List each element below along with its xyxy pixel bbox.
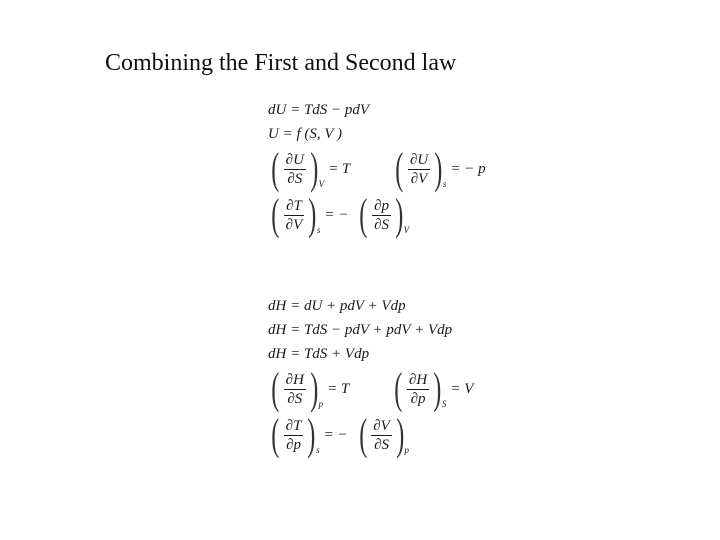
right-paren: ) xyxy=(434,144,443,193)
subscript: p xyxy=(404,445,409,455)
left-paren: ( xyxy=(358,410,367,459)
subscript: p xyxy=(318,399,324,409)
du-dv-at-constant-s xyxy=(392,144,489,193)
fraction xyxy=(284,197,305,234)
right-paren: ) xyxy=(433,364,442,413)
subscript: s xyxy=(316,445,320,455)
numerator: ∂T xyxy=(285,417,302,434)
dt-dv-at-constant-s xyxy=(268,190,352,239)
denominator: ∂S xyxy=(287,170,303,187)
subscript: S xyxy=(441,399,447,409)
fraction xyxy=(284,417,304,454)
right-paren: ) xyxy=(307,410,316,459)
denominator: ∂V xyxy=(285,216,303,233)
denominator: ∂S xyxy=(374,216,389,233)
left-paren: ( xyxy=(395,144,404,193)
subscript: s xyxy=(442,179,447,189)
dp-ds-at-constant-v xyxy=(356,190,410,239)
fraction xyxy=(372,197,391,234)
relation: = T xyxy=(328,160,351,177)
relation: = − xyxy=(324,206,349,223)
denominator: ∂p xyxy=(286,436,301,453)
left-paren: ( xyxy=(271,144,280,193)
left-paren: ( xyxy=(271,190,280,239)
denominator: ∂p xyxy=(410,390,426,407)
fraction xyxy=(408,151,430,188)
numerator: ∂H xyxy=(408,371,428,388)
right-paren: ) xyxy=(395,190,404,239)
enthalpy-definition-dh: dH = dU + pdV + Vdp xyxy=(268,298,406,314)
maxwell-relation-h xyxy=(268,412,477,458)
denominator: ∂V xyxy=(410,170,428,187)
relation: = T xyxy=(327,380,350,397)
enthalpy-substitution: dH = TdS − pdV + pdV + Vdp xyxy=(268,322,453,338)
numerator: ∂U xyxy=(409,151,429,168)
fraction xyxy=(284,151,306,188)
state-function-u: U = f (S, V ) xyxy=(268,126,343,142)
enthalpy-fundamental-relation: dH = TdS + Vdp xyxy=(268,346,370,362)
denominator: ∂S xyxy=(374,436,389,453)
left-paren: ( xyxy=(359,190,368,239)
dv-ds-at-constant-p xyxy=(356,410,409,459)
maxwell-relation-u xyxy=(268,192,490,238)
dh-ds-at-constant-p xyxy=(268,364,353,413)
subscript: s xyxy=(316,225,321,235)
subscript: V xyxy=(403,225,410,235)
enthalpy-equations xyxy=(268,294,477,458)
denominator: ∂S xyxy=(287,390,303,407)
du-ds-at-constant-v xyxy=(268,144,354,193)
right-paren: ) xyxy=(310,364,319,413)
numerator: ∂U xyxy=(285,151,304,168)
right-paren: ) xyxy=(396,410,405,459)
partial-derivatives-of-h xyxy=(268,366,477,412)
fundamental-relation-du: dU = TdS − pdV xyxy=(268,102,370,118)
left-paren: ( xyxy=(271,364,280,413)
dh-dp-at-constant-s xyxy=(391,364,477,413)
relation: = − p xyxy=(450,160,486,177)
numerator: ∂T xyxy=(286,197,302,214)
numerator: ∂p xyxy=(374,197,389,214)
numerator: ∂H xyxy=(285,371,304,388)
fraction xyxy=(284,371,306,408)
partial-derivatives-of-u xyxy=(268,146,490,192)
fraction xyxy=(407,371,429,408)
numerator: ∂V xyxy=(373,417,390,434)
left-paren: ( xyxy=(271,410,280,459)
right-paren: ) xyxy=(310,144,319,193)
left-paren: ( xyxy=(394,364,403,413)
fraction xyxy=(371,417,392,454)
relation: = − xyxy=(323,426,348,443)
relation: = V xyxy=(450,380,474,397)
right-paren: ) xyxy=(308,190,317,239)
slide-title: Combining the First and Second law xyxy=(105,50,457,76)
subscript: V xyxy=(318,179,325,189)
dt-dp-at-constant-s xyxy=(268,410,352,459)
internal-energy-equations xyxy=(268,98,490,238)
